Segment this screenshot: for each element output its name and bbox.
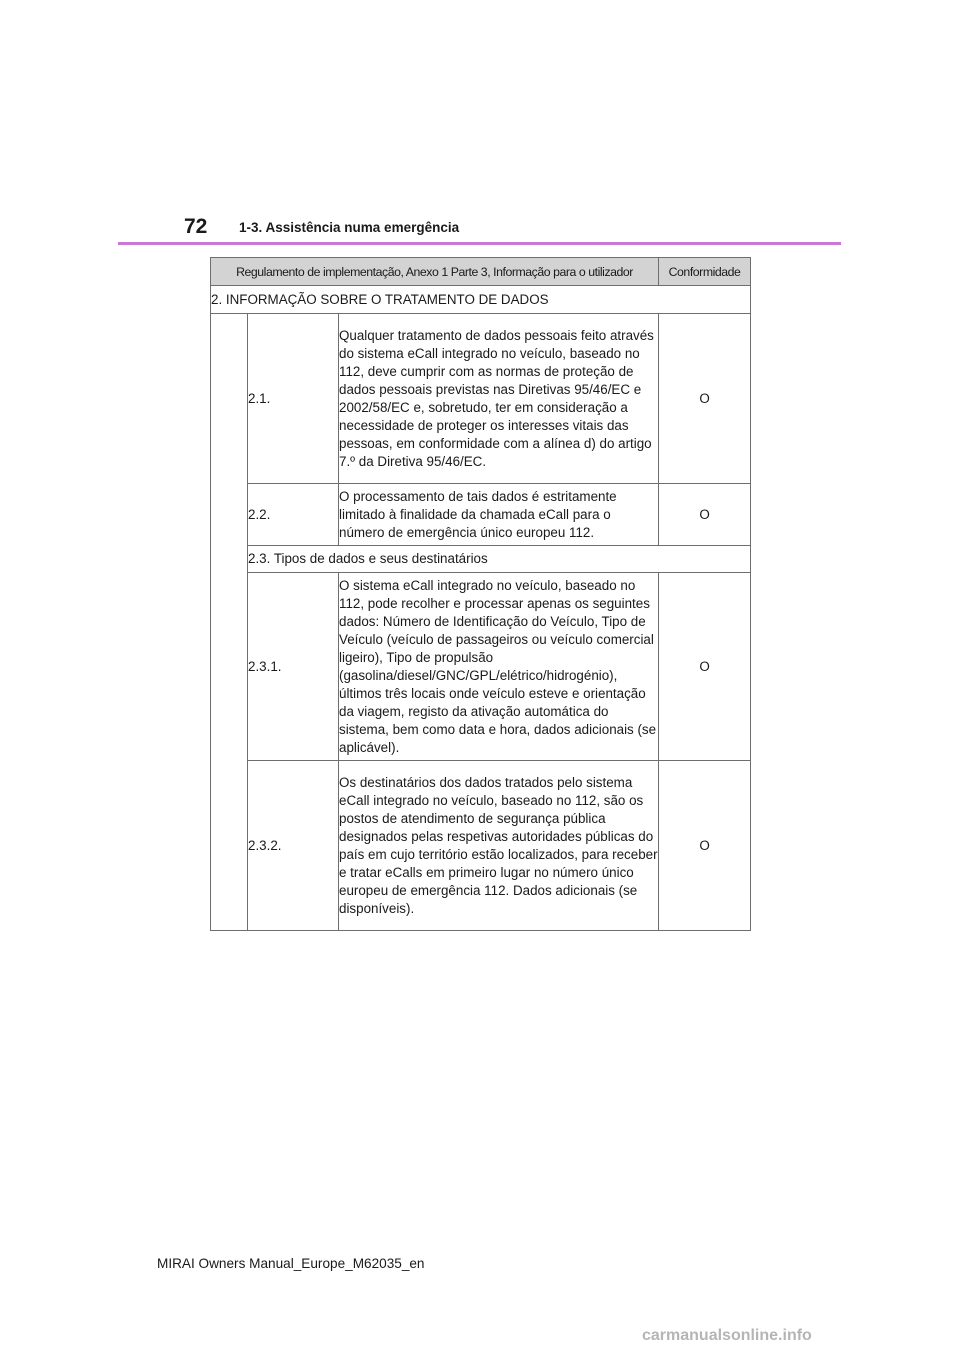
section-heading-row [211, 286, 751, 314]
page-number: 72 [184, 215, 208, 238]
subheading-row [211, 546, 751, 573]
row-ref: 2.1. [248, 314, 339, 484]
row-conformity: O [659, 573, 751, 761]
section-title: 1-3. Assistência numa emergência [239, 220, 460, 235]
compliance-table [210, 257, 751, 931]
indent-cell [211, 314, 248, 931]
column-header-regulation: Regulamento de implementação, Anexo 1 Parte 3, Informação para o utilizador [211, 258, 659, 286]
row-text: O processamento de tais dados é estritamente limitado à finalidade da chamada eCall para o número de emergência único europeu 112. [339, 484, 659, 546]
table-row [211, 484, 751, 546]
watermark: carmanualsonline.info [642, 1327, 812, 1344]
table-row [211, 573, 751, 761]
row-text: O sistema eCall integrado no veículo, baseado no 112, pode recolher e processar apenas os seguintes dados: Número de Identificação do Veículo, Tipo de Veículo (veículo de passageiros ou veículo comercial ligeiro), Tipo de propulsão (gasolina/diesel/GNC/GPL/elétrico/hidrogénio), últimos três locais onde veículo esteve e orientação da viagem, registo da ativação automática do sistema, bem como data e hora, dados adicionais (se aplicável). [339, 573, 659, 761]
column-header-conformity: Conformidade [659, 258, 751, 286]
subheading: 2.3. Tipos de dados e seus destinatários [248, 546, 751, 573]
row-conformity: O [659, 314, 751, 484]
row-ref: 2.3.2. [248, 761, 339, 931]
row-conformity: O [659, 484, 751, 546]
row-conformity: O [659, 761, 751, 931]
row-ref: 2.3.1. [248, 573, 339, 761]
section-heading: 2. INFORMAÇÃO SOBRE O TRATAMENTO DE DADOS [211, 286, 751, 314]
row-ref: 2.2. [248, 484, 339, 546]
footer-manual-id: MIRAI Owners Manual_Europe_M62035_en [157, 1256, 425, 1271]
table-header-row [211, 258, 751, 286]
row-text: Os destinatários dos dados tratados pelo sistema eCall integrado no veículo, baseado no 112, são os postos de atendimento de segurança pública designados pelas respetivas autoridades públicas do país em cujo território estão localizados, para receber e tratar eCalls em primeiro lugar no número único europeu de emergência 112. Dados adicionais (se disponíveis). [339, 761, 659, 931]
row-text: Qualquer tratamento de dados pessoais feito através do sistema eCall integrado no veículo, baseado no 112, deve cumprir com as normas de proteção de dados pessoais previstas nas Diretivas 95/46/EC e 2002/58/EC e, sobretudo, ter em consideração a necessidade de proteger os interesses vitais das pessoas, em conformidade com a alínea d) do artigo 7.º da Diretiva 95/46/EC. [339, 314, 659, 484]
header-divider [118, 242, 841, 245]
table-row [211, 761, 751, 931]
table-row [211, 314, 751, 484]
